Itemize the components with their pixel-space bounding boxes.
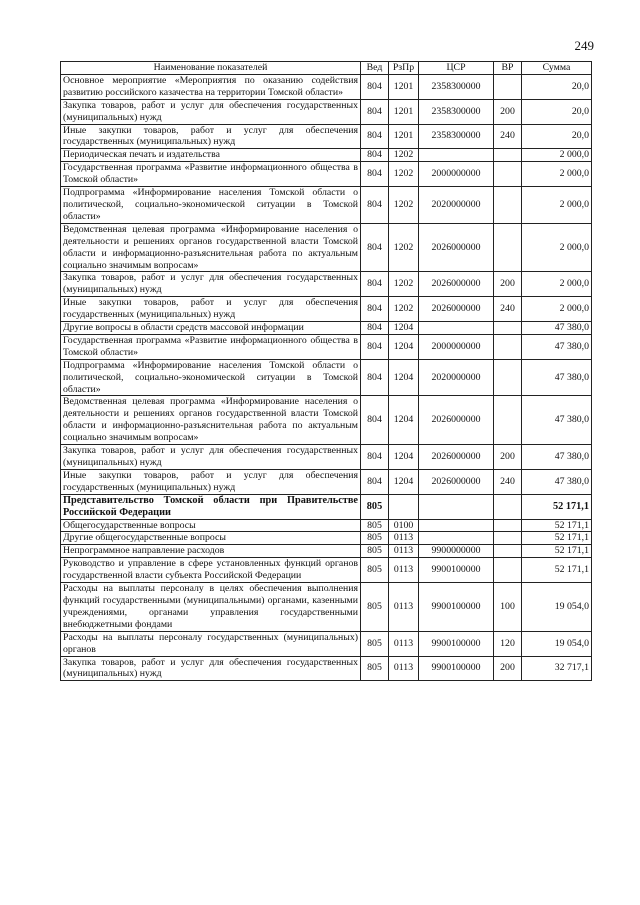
cell-rzpr: 0113 bbox=[389, 558, 419, 583]
cell-csr bbox=[419, 322, 494, 335]
cell-ved: 805 bbox=[361, 532, 389, 545]
cell-csr bbox=[419, 532, 494, 545]
cell-name: Иные закупки товаров, работ и услуг для обеспечения государственных (муниципальных) нужд bbox=[61, 469, 361, 494]
cell-csr: 2020000000 bbox=[419, 359, 494, 396]
cell-rzpr: 0113 bbox=[389, 532, 419, 545]
cell-ved: 804 bbox=[361, 272, 389, 297]
table-row bbox=[61, 583, 592, 632]
cell-vr bbox=[494, 396, 522, 445]
header-rzpr: РзПр bbox=[389, 62, 419, 75]
cell-name: Закупка товаров, работ и услуг для обеспечения государственных (муниципальных) нужд bbox=[61, 656, 361, 681]
table-row bbox=[61, 656, 592, 681]
cell-csr: 9900100000 bbox=[419, 558, 494, 583]
cell-ved: 804 bbox=[361, 445, 389, 470]
cell-vr bbox=[494, 187, 522, 224]
cell-csr bbox=[419, 519, 494, 532]
cell-sum: 32 717,1 bbox=[522, 656, 592, 681]
cell-csr bbox=[419, 149, 494, 162]
cell-csr: 9900100000 bbox=[419, 583, 494, 632]
cell-ved: 805 bbox=[361, 519, 389, 532]
cell-name: Непрограммное направление расходов bbox=[61, 545, 361, 558]
cell-sum: 47 380,0 bbox=[522, 445, 592, 470]
cell-vr: 200 bbox=[494, 272, 522, 297]
header-csr: ЦСР bbox=[419, 62, 494, 75]
table-row bbox=[61, 445, 592, 470]
cell-rzpr: 0113 bbox=[389, 545, 419, 558]
cell-csr: 2026000000 bbox=[419, 469, 494, 494]
table-row bbox=[61, 74, 592, 99]
cell-vr bbox=[494, 74, 522, 99]
cell-rzpr: 1201 bbox=[389, 99, 419, 124]
cell-vr bbox=[494, 162, 522, 187]
table-row bbox=[61, 124, 592, 149]
cell-sum: 52 171,1 bbox=[522, 558, 592, 583]
cell-name: Другие вопросы в области средств массовой информации bbox=[61, 322, 361, 335]
cell-name: Общегосударственные вопросы bbox=[61, 519, 361, 532]
table-row bbox=[61, 334, 592, 359]
cell-rzpr: 1204 bbox=[389, 396, 419, 445]
cell-vr bbox=[494, 519, 522, 532]
cell-ved: 805 bbox=[361, 583, 389, 632]
cell-csr: 2000000000 bbox=[419, 162, 494, 187]
cell-rzpr: 1202 bbox=[389, 162, 419, 187]
table-row bbox=[61, 187, 592, 224]
cell-sum: 52 171,1 bbox=[522, 532, 592, 545]
cell-ved: 804 bbox=[361, 223, 389, 272]
cell-sum: 2 000,0 bbox=[522, 162, 592, 187]
cell-name: Расходы на выплаты персоналу в целях обеспечения выполнения функций государственными (муниципальными) органами, казенными учреждениями, органами управления государственными внебюджетными фондами bbox=[61, 583, 361, 632]
cell-sum: 52 171,1 bbox=[522, 494, 592, 519]
cell-name: Закупка товаров, работ и услуг для обеспечения государственных (муниципальных) нужд bbox=[61, 272, 361, 297]
table-row bbox=[61, 519, 592, 532]
cell-rzpr: 1202 bbox=[389, 149, 419, 162]
budget-table bbox=[60, 61, 592, 681]
cell-name: Ведомственная целевая программа «Информирование населения о деятельности и решениях органов государственной власти Томской области и информационно-разъяснительная работа по актуальным социально значимым вопросам» bbox=[61, 396, 361, 445]
cell-vr: 100 bbox=[494, 583, 522, 632]
cell-vr: 240 bbox=[494, 297, 522, 322]
cell-sum: 2 000,0 bbox=[522, 149, 592, 162]
cell-sum: 47 380,0 bbox=[522, 469, 592, 494]
cell-csr: 2000000000 bbox=[419, 334, 494, 359]
cell-vr bbox=[494, 223, 522, 272]
table-header-row bbox=[61, 62, 592, 75]
cell-name: Государственная программа «Развитие информационного общества в Томской области» bbox=[61, 334, 361, 359]
cell-name: Закупка товаров, работ и услуг для обеспечения государственных (муниципальных) нужд bbox=[61, 445, 361, 470]
cell-csr: 9900100000 bbox=[419, 631, 494, 656]
cell-name: Закупка товаров, работ и услуг для обеспечения государственных (муниципальных) нужд bbox=[61, 99, 361, 124]
cell-rzpr: 1202 bbox=[389, 223, 419, 272]
cell-name: Представительство Томской области при Правительстве Российской Федерации bbox=[61, 494, 361, 519]
cell-name: Периодическая печать и издательства bbox=[61, 149, 361, 162]
cell-ved: 804 bbox=[361, 162, 389, 187]
cell-rzpr: 1204 bbox=[389, 359, 419, 396]
cell-vr bbox=[494, 532, 522, 545]
cell-name: Подпрограмма «Информирование населения Томской области о политической, социально-экономической ситуации в Томской области» bbox=[61, 359, 361, 396]
table-row bbox=[61, 545, 592, 558]
cell-rzpr: 0113 bbox=[389, 583, 419, 632]
cell-ved: 805 bbox=[361, 545, 389, 558]
cell-vr bbox=[494, 149, 522, 162]
cell-rzpr: 0113 bbox=[389, 631, 419, 656]
table-row bbox=[61, 162, 592, 187]
page-number: 249 bbox=[574, 38, 594, 53]
cell-name: Руководство и управление в сфере установленных функций органов государственной власти субъекта Российской Федерации bbox=[61, 558, 361, 583]
cell-vr: 200 bbox=[494, 656, 522, 681]
cell-rzpr: 0113 bbox=[389, 656, 419, 681]
table-row bbox=[61, 494, 592, 519]
cell-vr bbox=[494, 334, 522, 359]
cell-rzpr: 1201 bbox=[389, 74, 419, 99]
cell-rzpr: 1202 bbox=[389, 272, 419, 297]
cell-sum: 47 380,0 bbox=[522, 334, 592, 359]
cell-rzpr: 1202 bbox=[389, 187, 419, 224]
cell-vr bbox=[494, 322, 522, 335]
cell-csr: 9900000000 bbox=[419, 545, 494, 558]
cell-vr: 200 bbox=[494, 99, 522, 124]
table-row bbox=[61, 149, 592, 162]
header-vr: ВР bbox=[494, 62, 522, 75]
cell-vr bbox=[494, 545, 522, 558]
table-row bbox=[61, 558, 592, 583]
table-row bbox=[61, 359, 592, 396]
table-row bbox=[61, 532, 592, 545]
cell-sum: 20,0 bbox=[522, 74, 592, 99]
cell-ved: 805 bbox=[361, 656, 389, 681]
cell-rzpr: 1201 bbox=[389, 124, 419, 149]
table-row bbox=[61, 223, 592, 272]
table-row bbox=[61, 396, 592, 445]
cell-sum: 52 171,1 bbox=[522, 545, 592, 558]
cell-vr bbox=[494, 359, 522, 396]
cell-ved: 804 bbox=[361, 74, 389, 99]
cell-csr: 2026000000 bbox=[419, 396, 494, 445]
cell-rzpr: 0100 bbox=[389, 519, 419, 532]
cell-rzpr: 1204 bbox=[389, 334, 419, 359]
cell-vr: 200 bbox=[494, 445, 522, 470]
cell-ved: 804 bbox=[361, 149, 389, 162]
cell-rzpr: 1204 bbox=[389, 469, 419, 494]
cell-ved: 805 bbox=[361, 558, 389, 583]
cell-csr: 2026000000 bbox=[419, 445, 494, 470]
cell-csr: 2358300000 bbox=[419, 74, 494, 99]
cell-ved: 804 bbox=[361, 469, 389, 494]
cell-sum: 2 000,0 bbox=[522, 223, 592, 272]
cell-csr: 2026000000 bbox=[419, 223, 494, 272]
cell-ved: 804 bbox=[361, 297, 389, 322]
cell-vr: 120 bbox=[494, 631, 522, 656]
cell-name: Иные закупки товаров, работ и услуг для обеспечения государственных (муниципальных) нужд bbox=[61, 124, 361, 149]
cell-name: Другие общегосударственные вопросы bbox=[61, 532, 361, 545]
cell-vr bbox=[494, 494, 522, 519]
cell-csr: 2020000000 bbox=[419, 187, 494, 224]
cell-sum: 20,0 bbox=[522, 99, 592, 124]
cell-rzpr: 1202 bbox=[389, 297, 419, 322]
cell-sum: 47 380,0 bbox=[522, 396, 592, 445]
cell-name: Ведомственная целевая программа «Информирование населения о деятельности и решениях органов государственной власти Томской области и информационно-разъяснительная работа по актуальным социально значимым вопросам» bbox=[61, 223, 361, 272]
cell-name: Государственная программа «Развитие информационного общества в Томской области» bbox=[61, 162, 361, 187]
table-row bbox=[61, 99, 592, 124]
cell-vr bbox=[494, 558, 522, 583]
cell-rzpr: 1204 bbox=[389, 322, 419, 335]
cell-sum: 47 380,0 bbox=[522, 359, 592, 396]
header-sum: Сумма bbox=[522, 62, 592, 75]
cell-vr: 240 bbox=[494, 124, 522, 149]
table-row bbox=[61, 469, 592, 494]
cell-csr: 2026000000 bbox=[419, 297, 494, 322]
header-name: Наименование показателей bbox=[61, 62, 361, 75]
table-row bbox=[61, 272, 592, 297]
cell-rzpr: 1204 bbox=[389, 445, 419, 470]
cell-sum: 20,0 bbox=[522, 124, 592, 149]
cell-name: Иные закупки товаров, работ и услуг для обеспечения государственных (муниципальных) нужд bbox=[61, 297, 361, 322]
table-row bbox=[61, 297, 592, 322]
cell-sum: 19 054,0 bbox=[522, 631, 592, 656]
cell-sum: 47 380,0 bbox=[522, 322, 592, 335]
cell-vr: 240 bbox=[494, 469, 522, 494]
cell-csr: 9900100000 bbox=[419, 656, 494, 681]
cell-ved: 804 bbox=[361, 187, 389, 224]
cell-ved: 804 bbox=[361, 396, 389, 445]
cell-ved: 804 bbox=[361, 334, 389, 359]
table-row bbox=[61, 322, 592, 335]
cell-sum: 2 000,0 bbox=[522, 187, 592, 224]
header-ved: Вед bbox=[361, 62, 389, 75]
cell-name: Расходы на выплаты персоналу государственных (муниципальных) органов bbox=[61, 631, 361, 656]
cell-csr: 2358300000 bbox=[419, 99, 494, 124]
cell-sum: 2 000,0 bbox=[522, 297, 592, 322]
cell-csr: 2358300000 bbox=[419, 124, 494, 149]
cell-name: Подпрограмма «Информирование населения Томской области о политической, социально-экономической ситуации в Томской области» bbox=[61, 187, 361, 224]
cell-csr: 2026000000 bbox=[419, 272, 494, 297]
cell-ved: 804 bbox=[361, 99, 389, 124]
cell-name: Основное мероприятие «Мероприятия по оказанию содействия развитию российского казачества на территории Томской области» bbox=[61, 74, 361, 99]
cell-sum: 2 000,0 bbox=[522, 272, 592, 297]
cell-ved: 805 bbox=[361, 494, 389, 519]
cell-rzpr bbox=[389, 494, 419, 519]
cell-ved: 804 bbox=[361, 124, 389, 149]
cell-ved: 805 bbox=[361, 631, 389, 656]
cell-ved: 804 bbox=[361, 359, 389, 396]
cell-ved: 804 bbox=[361, 322, 389, 335]
table-row bbox=[61, 631, 592, 656]
cell-sum: 52 171,1 bbox=[522, 519, 592, 532]
cell-csr bbox=[419, 494, 494, 519]
cell-sum: 19 054,0 bbox=[522, 583, 592, 632]
